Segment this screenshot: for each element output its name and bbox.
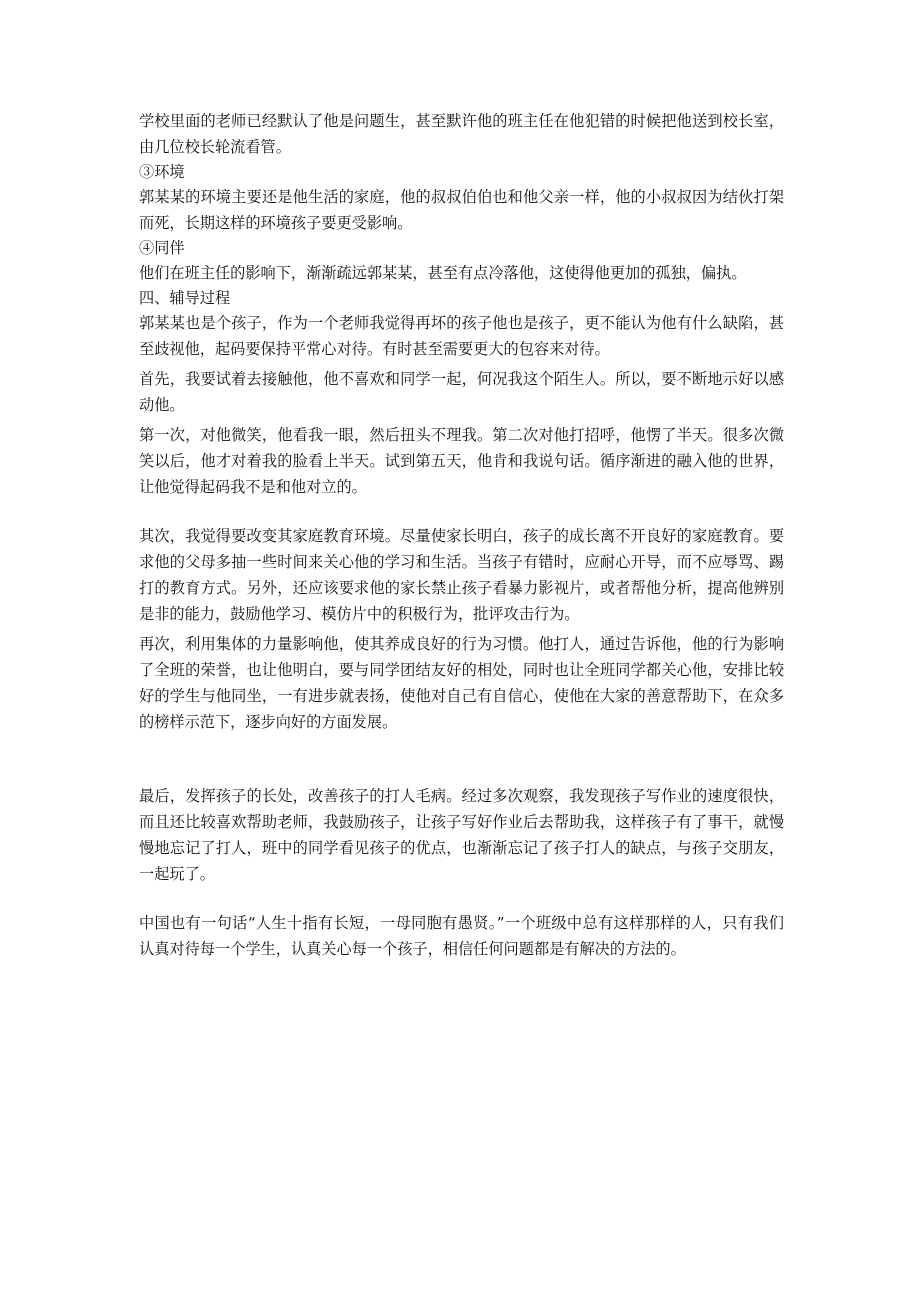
heading-environment: ③环境 xyxy=(139,163,185,181)
paragraph-peers: 他们在班主任的影响下，渐渐疏远郭某某，甚至有点冷落他，这使得他更加的孤独，偏执。 xyxy=(139,264,747,282)
document-page xyxy=(139,108,784,962)
paragraph-first-step-detail: 第一次，对他微笑，他看我一眼，然后扭头不理我。第二次对他打招呼，他愣了半天。很多次微笑以后，他才对着我的脸看上半天。试到第五天，他肯和我说句话。循序渐进的融入他的世界，让他觉得起码我不是和他对立的。 xyxy=(139,426,784,496)
paragraph-first-step: 首先，我要试着去接触他，他不喜欢和同学一起，何况我这个陌生人。所以，要不断地示好以感动他。 xyxy=(139,370,784,414)
heading-peers: ④同伴 xyxy=(139,239,185,257)
paragraph-counseling-intro: 郭某某也是个孩子，作为一个老师我觉得再坏的孩子他也是孩子，更不能认为他有什么缺陷，甚至歧视他，起码要保持平常心对待。有时甚至需要更大的包容来对待。 xyxy=(139,314,784,358)
paragraph-third-step: 再次，利用集体的力量影响他，使其养成良好的行为习惯。他打人，通过告诉他，他的行为影响了全班的荣誉，也让他明白，要与同学团结友好的相处，同时也让全班同学都关心他，安排比较好的学生与他同坐，一有进步就表扬，使他对自己有自信心，使他在大家的善意帮助下，在众多的榜样示范下，逐步向好的方面发展。 xyxy=(139,635,784,731)
paragraph-environment: 郭某某的环境主要还是他生活的家庭，他的叔叔伯伯也和他父亲一样，他的小叔叔因为结伙打架而死，长期这样的环境孩子要更受影响。 xyxy=(139,188,784,232)
paragraph-second-step: 其次，我觉得要改变其家庭教育环境。尽量使家长明白，孩子的成长离不开良好的家庭教育。要求他的父母多抽一些时间来关心他的学习和生活。当孩子有错时，应耐心开导，而不应辱骂、踢打的教育方式。另外，还应该要求他的家长禁止孩子看暴力影视片，或者帮他分析，提高他辨别是非的能力，鼓励他学习、模仿片中的积极行为，批评攻击行为。 xyxy=(139,527,784,623)
paragraph-teachers-view: 学校里面的老师已经默认了他是问题生，甚至默许他的班主任在他犯错的时候把他送到校长室，由几位校长轮流看管。 xyxy=(139,112,784,156)
paragraph-final-step: 最后，发挥孩子的长处，改善孩子的打人毛病。经过多次观察，我发现孩子写作业的速度很快，而且还比较喜欢帮助老师，我鼓励孩子，让孩子写好作业后去帮助我，这样孩子有了事干，就慢慢地忘记了打人，班中的同学看见孩子的优点，也渐渐忘记了孩子打人的缺点，与孩子交朋友，一起玩了。 xyxy=(139,787,784,883)
heading-counseling-process: 四、辅导过程 xyxy=(139,289,231,307)
paragraph-conclusion: 中国也有一句话“人生十指有长短，一母同胞有愚贤。”一个班级中总有这样那样的人，只有我们认真对待每一个学生，认真关心每一个孩子，相信任何问题都是有解决的方法的。 xyxy=(139,914,784,958)
